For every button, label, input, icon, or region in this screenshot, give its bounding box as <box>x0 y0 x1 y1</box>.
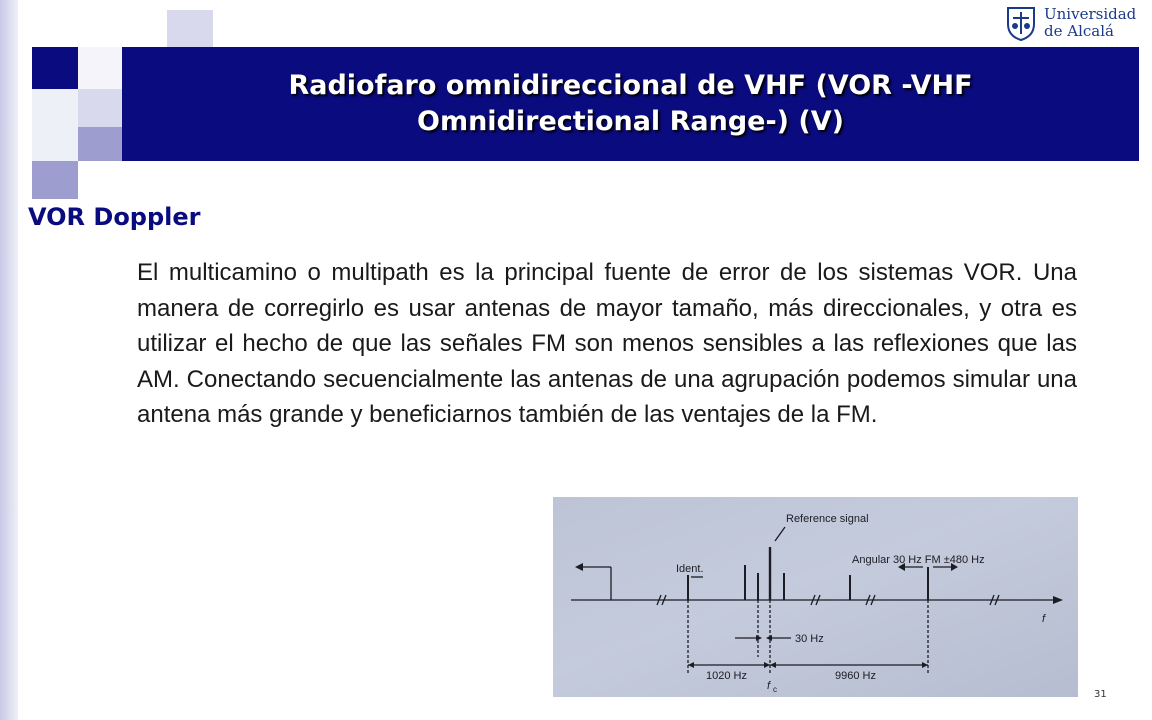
decor-square <box>78 127 122 161</box>
reference-signal-label: Reference signal <box>786 513 869 525</box>
spectrum-figure <box>553 497 1078 697</box>
label-30hz: 30 Hz <box>795 633 824 645</box>
logo-line-1: Universidad <box>1044 5 1137 23</box>
title-bar <box>122 47 1139 161</box>
university-crest-icon <box>1004 4 1038 42</box>
decor-square <box>32 89 78 127</box>
university-logo <box>1004 2 1144 44</box>
label-9960hz: 9960 Hz <box>835 670 876 682</box>
page-number: 31 <box>1094 689 1107 700</box>
label-fc-subscript: c <box>773 685 777 694</box>
decor-square <box>78 89 122 127</box>
section-subtitle: VOR Doppler <box>28 203 201 231</box>
decor-square <box>32 127 78 161</box>
axis-f-label: f <box>1042 613 1046 625</box>
angular-fm-label: Angular 30 Hz FM ±480 Hz <box>852 554 985 566</box>
spectrum-diagram <box>553 497 1078 697</box>
side-gradient-strip <box>0 0 18 720</box>
label-1020hz: 1020 Hz <box>706 670 747 682</box>
logo-wordmark <box>1044 6 1136 40</box>
label-fc: f <box>767 680 771 692</box>
decor-square <box>32 47 78 89</box>
ident-label: Ident. <box>676 563 704 575</box>
decor-square <box>78 47 122 89</box>
logo-line-2: de Alcalá <box>1044 22 1114 40</box>
decor-square <box>32 161 78 199</box>
axis-arrowhead <box>1053 596 1063 604</box>
body-paragraph: El multicamino o multipath es la principal fuente de error de los sistemas VOR. Una manera de corregirlo es usar antenas de mayor tamaño, más direccionales, y otra es utilizar el hecho de que las señales FM son menos sensibles a las reflexiones que las AM. Conectando secuencialmente las antenas de una agrupación podemos simular una antena más grande y beneficiarnos también de las ventajes de la FM. <box>137 259 1077 429</box>
slide-title: Radiofaro omnidireccional de VHF (VOR -VHF Omnidirectional Range-) (V) <box>288 70 973 137</box>
